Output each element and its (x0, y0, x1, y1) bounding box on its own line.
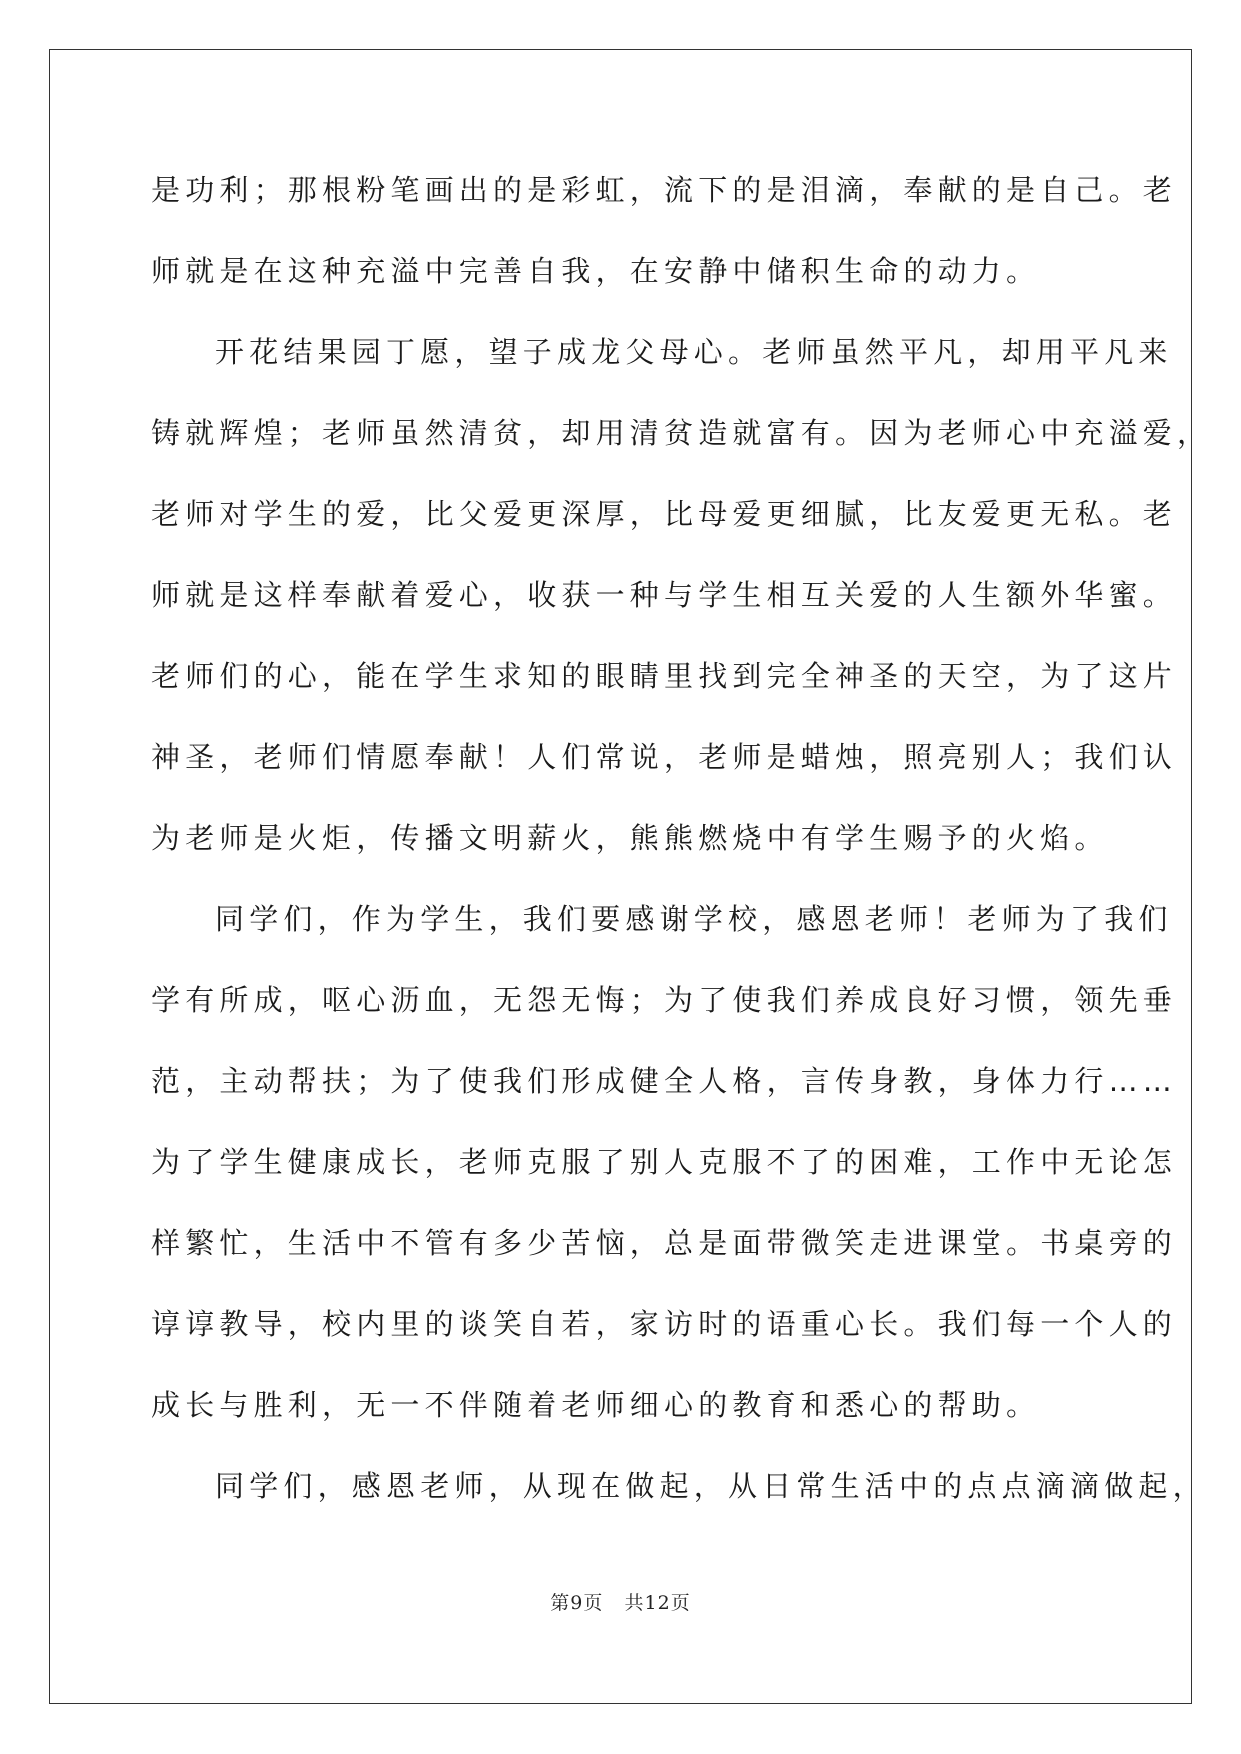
text-line: 老师对学生的爱，比父爱更深厚，比母爱更细腻，比友爱更无私。老 (151, 497, 1178, 531)
page-footer (0, 1588, 1241, 1615)
text-line: 学有所成，呕心沥血，无怨无悔；为了使我们养成良好习惯，领先垂 (151, 983, 1178, 1017)
text-line: 为老师是火炬，传播文明薪火，熊熊燃烧中有学生赐予的火焰。 (151, 821, 1109, 855)
text-line: 为了学生健康成长，老师克服了别人克服不了的困难，工作中无论怎 (151, 1145, 1178, 1179)
text-line: 老师们的心，能在学生求知的眼睛里找到完全神圣的天空，为了这片 (151, 659, 1178, 693)
text-line: 范，主动帮扶；为了使我们形成健全人格，言传身教，身体力行…… (151, 1064, 1178, 1098)
text-line: 同学们，作为学生，我们要感谢学校，感恩老师！老师为了我们 (215, 902, 1173, 936)
text-line: 成长与胜利，无一不伴随着老师细心的教育和悉心的帮助。 (151, 1388, 1041, 1422)
text-line: 神圣，老师们情愿奉献！人们常说，老师是蜡烛，照亮别人；我们认 (151, 740, 1178, 774)
text-line: 师就是在这种充溢中完善自我，在安静中储积生命的动力。 (151, 254, 1041, 288)
text-line: 铸就辉煌；老师虽然清贫，却用清贫造就富有。因为老师心中充溢爱， (151, 416, 1212, 450)
text-line: 样繁忙，生活中不管有多少苦恼，总是面带微笑走进课堂。书桌旁的 (151, 1226, 1178, 1260)
document-body (151, 160, 1212, 1537)
text-line: 谆谆教导，校内里的谈笑自若，家访时的语重心长。我们每一个人的 (151, 1307, 1178, 1341)
text-line: 师就是这样奉献着爱心，收获一种与学生相互关爱的人生额外华蜜。 (151, 578, 1178, 612)
page-number: 第9页 (550, 1592, 604, 1614)
page-total: 共12页 (624, 1592, 691, 1614)
text-line: 开花结果园丁愿，望子成龙父母心。老师虽然平凡，却用平凡来 (215, 335, 1173, 369)
text-line: 同学们，感恩老师，从现在做起，从日常生活中的点点滴滴做起， (215, 1469, 1207, 1503)
text-line: 是功利；那根粉笔画出的是彩虹，流下的是泪滴，奉献的是自己。老 (151, 173, 1178, 207)
